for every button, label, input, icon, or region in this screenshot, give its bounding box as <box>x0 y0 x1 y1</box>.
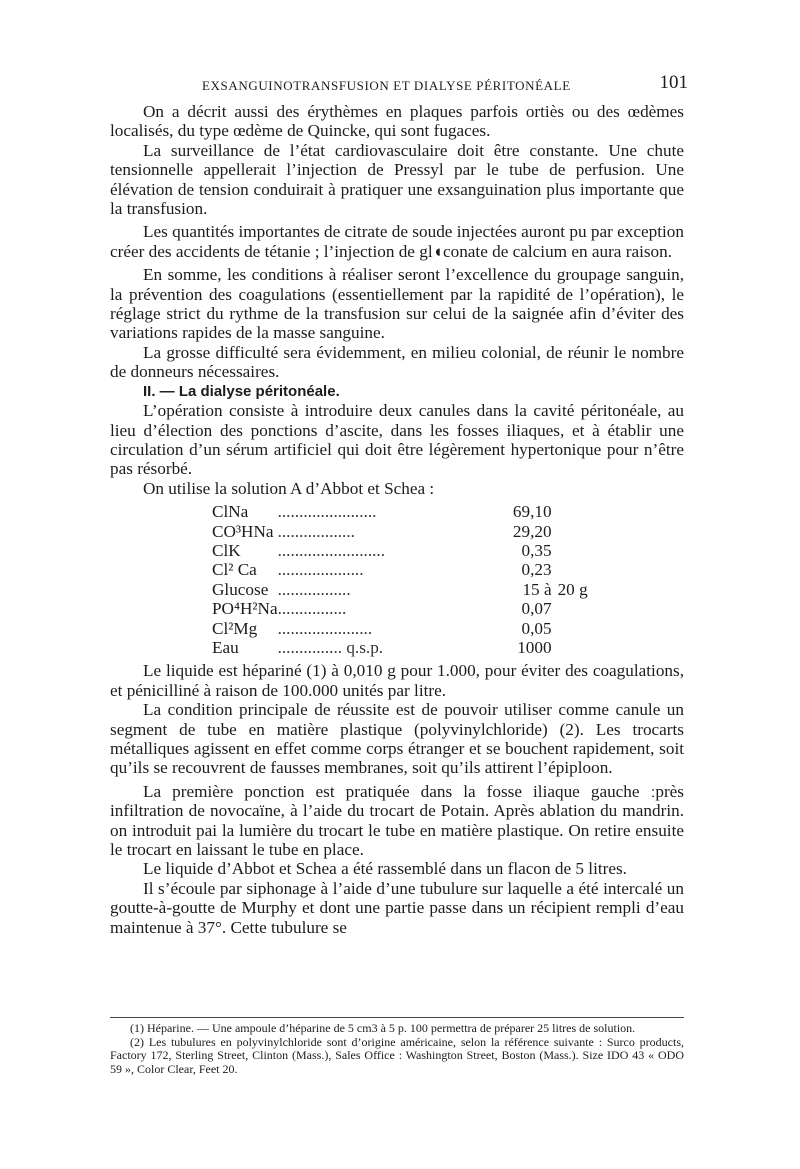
formula-dots: ......................... <box>277 540 385 560</box>
formula-name: Cl²Mg <box>212 618 258 638</box>
formula-name: Cl² Ca <box>212 560 257 580</box>
formula-row <box>212 619 598 638</box>
footnote: (2) Les tubulures en polyvinylchloride sont d’origine américaine, selon la référence suivante : Surco products, Factory 172, Sterling Street, Clinton (Mass.), Sales Office : Washington Street, Boston (Mass.). Size IDO 43 « ODO 59 », Color Clear, Feet 20. <box>110 1034 684 1076</box>
paragraph: On a décrit aussi des érythèmes en plaques parfois ortiès ou des œdèmes localisés, du type œdème de Quincke, qui sont fugaces. <box>110 102 684 141</box>
formula-name: CO³HNa <box>212 521 274 541</box>
formula-value: 0,07 <box>521 599 552 619</box>
formula-unit: 20 g <box>557 579 588 599</box>
paragraph: On utilise la solution A d’Abbot et Schea : <box>143 478 435 498</box>
formula-row <box>212 580 598 599</box>
paragraph: Le liquide d’Abbot et Schea a été rassemblé dans un flacon de 5 litres. <box>143 859 627 879</box>
formula-unit <box>552 502 598 521</box>
formula-unit <box>552 619 598 638</box>
formula-name: ClNa <box>212 502 249 522</box>
formula-unit <box>552 638 598 657</box>
formula-row <box>212 638 598 657</box>
formula-table <box>212 502 598 657</box>
formula-row <box>212 599 598 618</box>
paragraph: Le liquide est hépariné (1) à 0,010 g pour 1.000, pour éviter des coagulations, et pénicilliné à raison de 100.000 unités par litre. <box>110 661 684 700</box>
formula-dots: ............... q.s.p. <box>277 637 384 657</box>
formula-value: 0,05 <box>521 618 552 638</box>
formula-name: ClK <box>212 540 241 560</box>
formula-dots: ................. <box>277 579 351 599</box>
page-number: 101 <box>659 72 688 93</box>
formula-value: 69,10 <box>512 502 552 522</box>
paragraph: La première ponction est pratiquée dans la fosse iliaque gauche ːprès infiltration de novocaïne, à l’aide du trocart de Potain. Après ablation du mandrin. on introduit pai la lumière du trocart le tube en matière plastique. On retire ensuite le trocart en laissant le tube en place. <box>110 781 684 860</box>
formula-value: 1000 <box>517 637 552 657</box>
section-heading: II. — La dialyse péritonéale. <box>143 382 340 400</box>
paragraph: La grosse difficulté sera évidemment, en milieu colonial, de réunir le nombre de donneurs nécessaires. <box>110 342 684 382</box>
formula-unit <box>552 560 598 579</box>
formula-unit <box>552 541 598 560</box>
formula-name: PO⁴H²Na <box>212 599 278 619</box>
formula-row <box>212 522 598 541</box>
formula-dots: ....................... <box>277 502 377 522</box>
running-title: EXSANGUINOTRANSFUSION ET DIALYSE PÉRITONÉALE <box>202 78 571 93</box>
paragraph: La condition principale de réussite est de pouvoir utiliser comme canule un segment de tube en matière plastique (polyvinylchloride) (2). Les trocarts métalliques agissent en effet comme corps étranger et se bouchent rapidement, soit qu’ils se recouvrent de fausses membranes, soit qu’ils attirent l’épiploon. <box>110 700 684 778</box>
footnote: (1) Héparine. — Une ampoule d’héparine de 5 cm3 à 5 p. 100 permettra de préparer 25 litres de solution. <box>130 1021 636 1035</box>
formula-value: 29,20 <box>512 521 552 541</box>
formula-row <box>212 541 598 560</box>
main-text <box>110 102 684 937</box>
formula-row <box>212 502 598 521</box>
formula-unit <box>552 599 598 618</box>
formula-dots: ................ <box>277 599 347 619</box>
paragraph: Il s’écoule par siphonage à l’aide d’une tubulure sur laquelle a été intercalé un goutte-à-goutte de Murphy et dont une partie passe dans un récipient rempli d’eau maintenue à 37°. Cette tubulure se <box>110 878 684 937</box>
formula-dots: .................... <box>277 560 364 580</box>
paragraph: L’opération consiste à introduire deux canules dans la cavité péritonéale, au lieu d’élection des ponctions d’ascite, dans les fosses iliaques, et à établir une circulation d’un sérum artificiel qui doit être légèrement hypertonique pour n’être pas résorbé. <box>110 401 684 479</box>
paragraph: La surveillance de l’état cardiovasculaire doit être constante. Une chute tensionnelle appellerait l’injection de Pressyl par le tube de perfusion. Une élévation de tension conduirait à pratiquer une exsanguination plus importante que la transfusion. <box>110 140 684 219</box>
formula-dots: ...................... <box>277 618 373 638</box>
footnotes <box>110 1017 684 1076</box>
formula-row <box>212 560 598 579</box>
formula-unit <box>552 522 598 541</box>
formula-name: Eau <box>212 637 239 657</box>
formula-value: 0,23 <box>521 560 552 580</box>
formula-name: Glucose <box>212 579 269 599</box>
formula-value: 0,35 <box>521 540 552 560</box>
formula-dots: .................. <box>277 521 355 541</box>
paragraph: En somme, les conditions à réaliser seront l’excellence du groupage sanguin, la prévention des coagulations (essentiellement par la rapidité de l’opération), le réglage strict du rythme de la transfusion sur celui de la saignée afin d’éviter des variations rapides de la masse sanguine. <box>110 265 684 343</box>
formula-value: 15 à <box>522 579 552 599</box>
paragraph: Les quantités importantes de citrate de soude injectées auront pu par exception créer des accidents de tétanie ; l’injection de gl◖conate de calcium en aura raison. <box>110 222 684 261</box>
